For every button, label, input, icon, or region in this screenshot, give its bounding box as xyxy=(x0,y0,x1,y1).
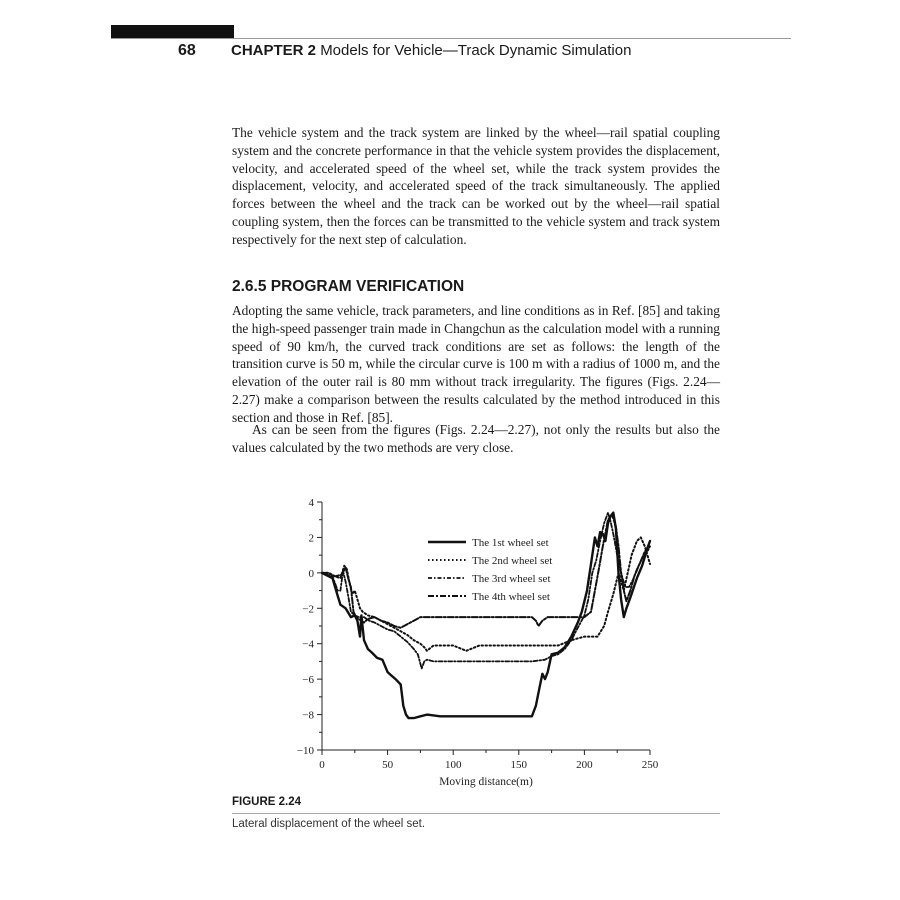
paragraph-2: Adopting the same vehicle, track parameters, and line conditions as in Ref. [85] and taking the high-speed passenger train made in Changchun as the calculation model with a running speed of 90 km/h, the curved track conditions are set as follows: the length of the transition curve is 50 m, while the circular curve is 100 m with a radius of 1000 m, and the elevation of the outer rail is 80 mm without track irregularity. The figures (Figs. 2.24—2.27) make a comparison between the results calculated by the method introduced in this section and those in Ref. [85]. xyxy=(232,303,720,425)
y-tick-label: −4 xyxy=(302,638,314,651)
legend-label-2: The 2nd wheel set xyxy=(472,555,553,567)
x-tick-label: 200 xyxy=(576,759,593,771)
chapter-label: CHAPTER 2 xyxy=(231,42,317,59)
x-tick-label: 50 xyxy=(382,759,394,771)
y-tick-label: −10 xyxy=(296,745,314,757)
x-tick-label: 150 xyxy=(510,759,528,771)
header-bar xyxy=(111,25,234,39)
y-tick-label: −8 xyxy=(302,709,314,722)
y-tick-label: 0 xyxy=(308,567,314,580)
section-title: 2.6.5 PROGRAM VERIFICATION xyxy=(232,278,465,295)
x-tick-label: 250 xyxy=(641,759,659,771)
x-tick-label: 100 xyxy=(444,759,462,771)
figure-label: FIGURE 2.24 xyxy=(232,796,302,808)
figure-2-24 xyxy=(280,490,680,795)
paragraph-1: The vehicle system and the track system are linked by the wheel—rail spatial coupling system and the concrete performance in that the vehicle system provides the displacement, velocity, and accelerated speed of the wheel set, while the track system provides the displacement, velocity, and accelerated speed of the track simultaneously. The applied forces between the wheel and the track can be worked out by the wheel—rail spatial coupling system, then the forces can be transmitted to the vehicle system and track system respectively for the next step of calculation. xyxy=(232,125,720,247)
y-tick-label: −6 xyxy=(302,674,314,687)
paragraph-3: As can be seen from the figures (Figs. 2.24—2.27), not only the results but also the values calculated by the two methods are very close. xyxy=(232,422,720,455)
page-number: 68 xyxy=(178,42,196,59)
line-chart xyxy=(280,490,680,795)
legend-label-4: The 4th wheel set xyxy=(472,591,550,603)
y-tick-label: 4 xyxy=(308,497,314,509)
figure-caption: Lateral displacement of the wheel set. xyxy=(232,818,426,830)
legend-label-1: The 1st wheel set xyxy=(472,537,549,549)
y-tick-label: 2 xyxy=(308,532,314,545)
header-rule xyxy=(111,38,791,39)
running-header xyxy=(231,42,631,59)
y-tick-label: −2 xyxy=(302,603,314,616)
x-axis-label: Moving distance(m) xyxy=(439,776,533,788)
x-tick-label: 0 xyxy=(319,759,325,771)
chapter-title: Models for Vehicle—Track Dynamic Simulation xyxy=(320,42,632,59)
figure-rule xyxy=(232,813,720,814)
legend-label-3: The 3rd wheel set xyxy=(472,573,551,585)
